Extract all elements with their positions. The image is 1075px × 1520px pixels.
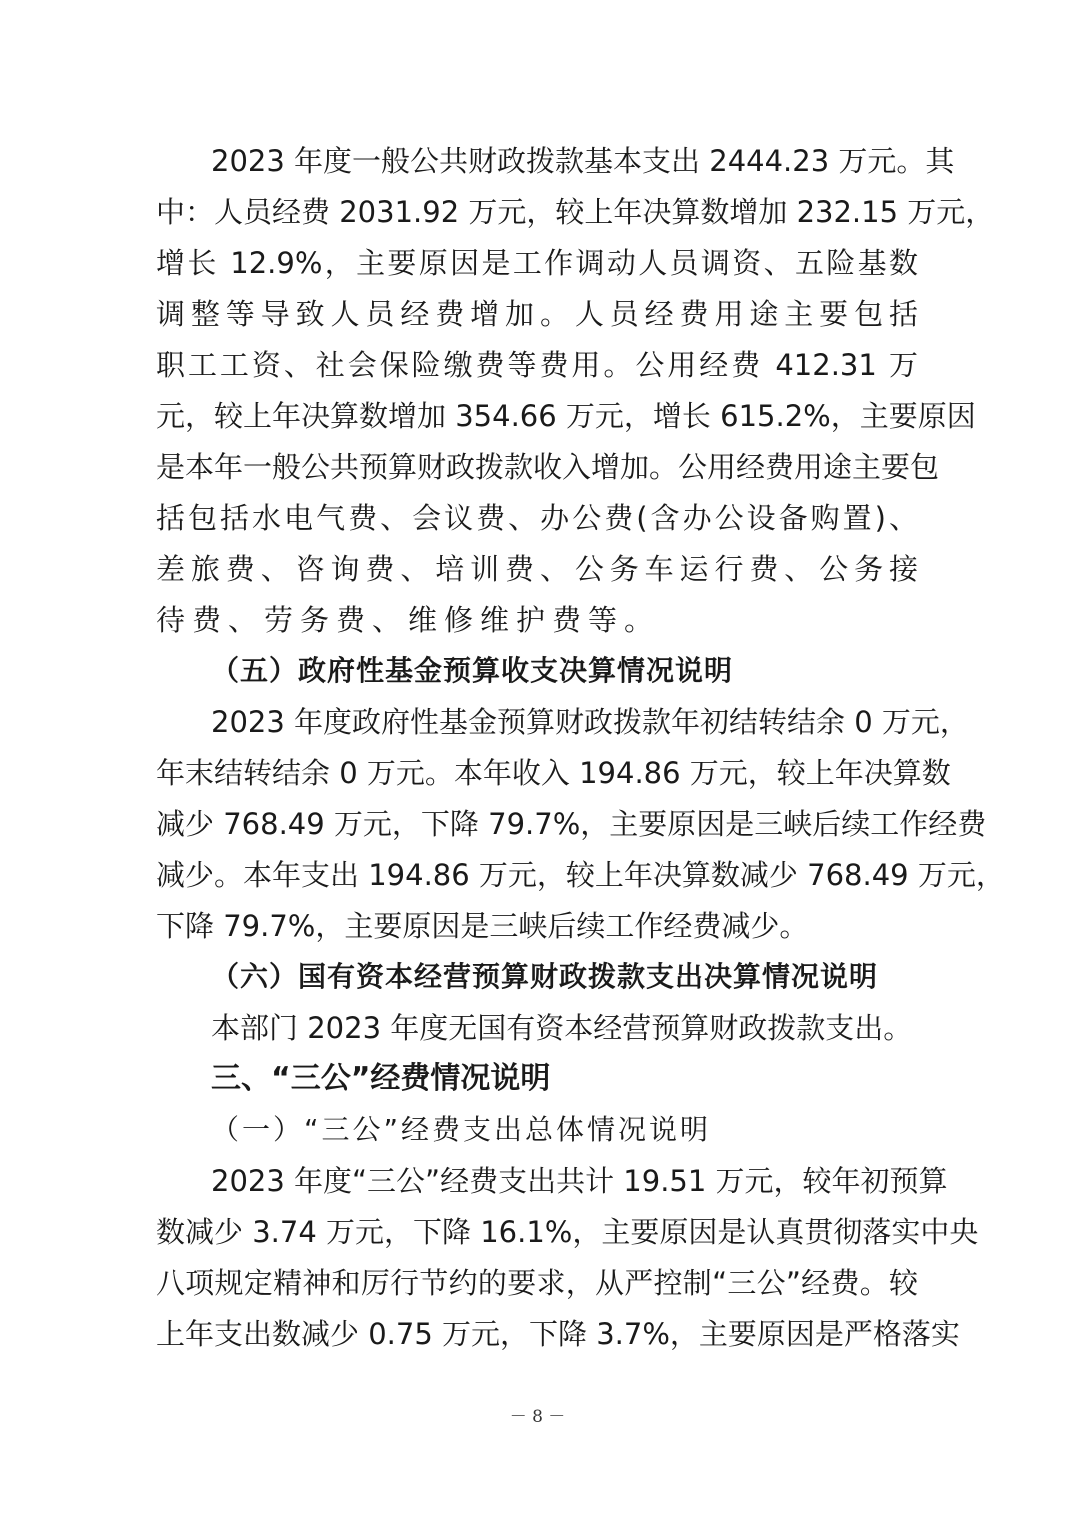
paragraph-line: 差旅费、咨询费、培训费、公务车运行费、公务接 xyxy=(156,552,918,586)
paragraph-line: 待费、劳务费、维修维护费等。 xyxy=(156,603,661,637)
paragraph-line: 2023 年度政府性基金预算财政拨款年初结转结余 0 万元， xyxy=(211,705,969,739)
section-heading: （一）“三公”经费支出总体情况说明 xyxy=(211,1113,712,1146)
paragraph-line: 数减少 3.74 万元，下降 16.1%，主要原因是认真贯彻落实中央 xyxy=(156,1215,979,1249)
paragraph-line: 八项规定精神和厉行节约的要求，从严控制“三公”经费。较 xyxy=(156,1266,918,1300)
chapter-heading: 三、“三公”经费情况说明 xyxy=(211,1061,551,1096)
section-heading: （六）国有资本经营预算财政拨款支出决算情况说明 xyxy=(211,960,879,993)
page-number: － 8 － xyxy=(509,1407,566,1427)
paragraph-line: 职工工资、社会保险缴费等费用。公用经费 412.31 万 xyxy=(156,348,918,382)
paragraph-line: 上年支出数减少 0.75 万元，下降 3.7%，主要原因是严格落实 xyxy=(156,1317,960,1351)
paragraph-line: 年末结转结余 0 万元。本年收入 194.86 万元，较上年决算数 xyxy=(156,756,951,790)
paragraph-line: 下降 79.7%，主要原因是三峡后续工作经费减少。 xyxy=(156,909,809,943)
paragraph-line: 减少 768.49 万元，下降 79.7%，主要原因是三峡后续工作经费 xyxy=(156,807,987,841)
paragraph-line: 中：人员经费 2031.92 万元，较上年决算数增加 232.15 万元， xyxy=(156,195,995,229)
paragraph-line: 本部门 2023 年度无国有资本经营预算财政拨款支出。 xyxy=(211,1011,913,1045)
section-heading: （五）政府性基金预算收支决算情况说明 xyxy=(211,654,734,687)
paragraph-line: 增长 12.9%，主要原因是工作调动人员调资、五险基数 xyxy=(156,246,918,280)
paragraph-line: 是本年一般公共预算财政拨款收入增加。公用经费用途主要包 xyxy=(156,450,940,484)
paragraph-line: 括包括水电气费、会议费、办公费(含办公设备购置)、 xyxy=(156,501,918,535)
paragraph-line: 元，较上年决算数增加 354.66 万元，增长 615.2%，主要原因 xyxy=(156,399,976,433)
paragraph-line: 2023 年度一般公共财政拨款基本支出 2444.23 万元。其 xyxy=(211,144,955,178)
paragraph-line: 减少。本年支出 194.86 万元，较上年决算数减少 768.49 万元， xyxy=(156,858,1005,892)
paragraph-line: 调整等导致人员经费增加。人员经费用途主要包括 xyxy=(156,297,918,331)
paragraph-line: 2023 年度“三公”经费支出共计 19.51 万元，较年初预算 xyxy=(211,1164,948,1198)
